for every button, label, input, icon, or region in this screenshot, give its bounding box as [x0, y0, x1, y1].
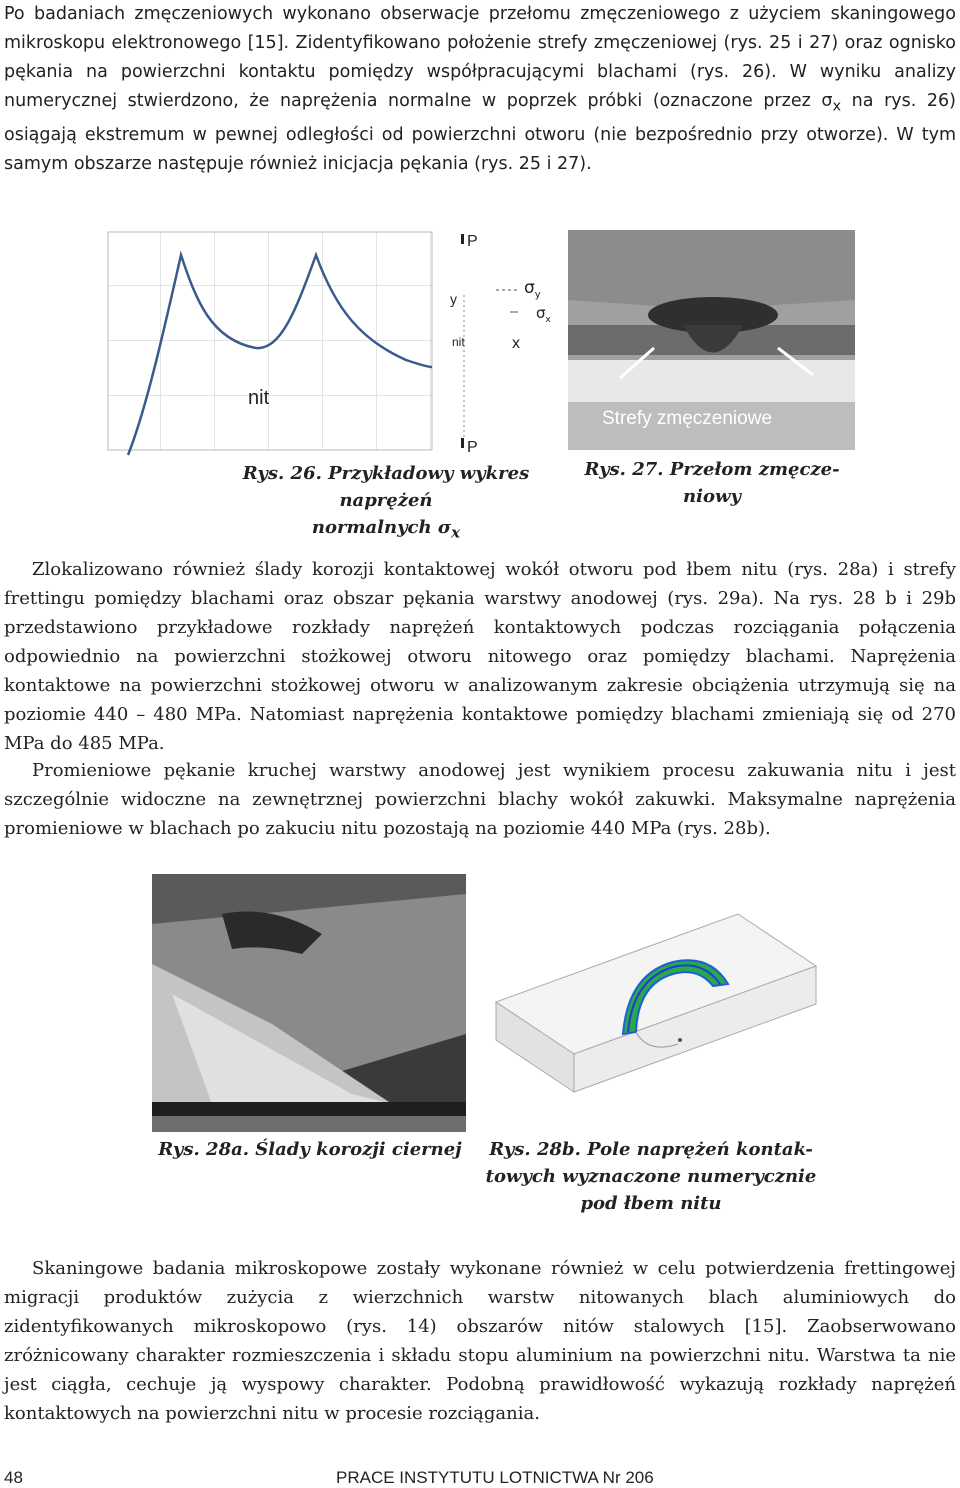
load-label-top: P	[467, 233, 478, 250]
plot-grid	[108, 232, 432, 450]
sigma-y-label: $\sigma_y$	[524, 278, 541, 301]
sem-photo-svg	[152, 874, 466, 1132]
sigma-x-label: $\sigma_x$	[536, 304, 551, 325]
paragraph-intro: Po badaniach zmęczeniowych wykonano obserwacje przełomu zmęczeniowego z użyciem skaningowego mikroskopu elektronowego [15]. Zidentyfikowano położenie strefy zmęczeniowej (rys. 25 i 27) oraz ognisko pękania na powierzchni kontaktu pomiędzy współpracującymi blachami (rys. 26). W wyniku analizy numerycznej stwierdzono, że naprężenia normalne w poprzek próbki (oznaczone przez $\sigma_x$ na rys. 26) osiągają ekstremum w pewnej odległości od powierzchni otworu (nie bezpośrednio przy otworze). W tym samym obszarze następuje również inicjacja pękania (rys. 25 i 27).	[4, 4, 956, 174]
paragraph-radial-cracking: Promieniowe pękanie kruchej warstwy anodowej jest wynikiem procesu zakuwania nitu i jest szczególnie widoczne na zewnętrznej powierzchni blachy wokół zakuwki. Maksymalne naprężenia promieniowe w blachach po zakuciu nitu pozostają na poziomie 440 MPa (rys. 28b).	[4, 760, 956, 839]
load-label-bottom: P	[467, 439, 478, 456]
y-label: y	[450, 291, 457, 307]
journal-footer: PRACE INSTYTUTU LOTNICTWA Nr 206	[336, 1468, 654, 1487]
fracture-photo-svg	[568, 230, 855, 450]
caption-figure-28b: Rys. 28b. Pole naprężeń kontak- towych wyznaczone numerycznie pod łbem nitu	[485, 1139, 817, 1214]
caption-figure-27: Rys. 27. Przełom zmęcze- niowy	[584, 459, 840, 507]
nit-label: nit	[248, 387, 270, 409]
load-arrow-top	[461, 234, 464, 244]
figure-27-fracture-photo	[568, 230, 855, 450]
load-arrow-bottom	[461, 438, 464, 448]
figure-28b-fem-model	[488, 874, 820, 1132]
stress-plot-svg	[106, 230, 524, 456]
caption-figure-28a: Rys. 28a. Ślady korozji ciernej	[158, 1139, 462, 1160]
nit-small-label: nit	[452, 335, 465, 349]
figure-26-stress-plot	[106, 230, 551, 456]
x-label: x	[512, 335, 520, 352]
figure-28a-sem-photo	[152, 874, 466, 1132]
caption-figure-26: Rys. 26. Przykładowy wykres naprężeń normalnych $\sigma_x$	[242, 463, 530, 542]
paragraph-corrosion: Zlokalizowano również ślady korozji kontaktowej wokół otworu pod łbem nitu (rys. 28a) i strefy frettingu pomiędzy blachami oraz obszar pękania warstwy anodowej (rys. 29a). Na rys. 28 b i 29b przedstawiono przykładowe rozkłady naprężeń kontaktowych podczas rozciągania połączenia odpowiednio na powierzchni stożkowej otworu nitowego oraz pomiędzy blachami. Naprężenia kontaktowe na powierzchni stożkowej otworu w analizowanym zakresie obciążenia utrzymują się na poziomie 440 – 480 MPa. Natomiast naprężenia kontaktowe pomiędzy blachami zmieniają się od 270 MPa do 485 MPa.	[4, 559, 956, 754]
fatigue-zone-label: Strefy zmęczeniowe	[602, 408, 773, 429]
page-number: 48	[4, 1468, 23, 1487]
fem-model-svg	[488, 874, 820, 1132]
paragraph-sem-study: Skaningowe badania mikroskopowe zostały wykonane również w celu potwierdzenia frettingowej migracji produktów zużycia z wierzchnich warstw nitowanych blach aluminiowych do zidentyfikowanych mikroskopowo (rys. 14) obszarów nitów stalowych [15]. Zaobserwowano zróżnicowany charakter rozmieszczenia i składu stopu aluminium na powierzchni nitu. Warstwa ta nie jest ciągła, cechuje ją wyspowy charakter. Podobną prawidłowość wykazują rozkłady naprężeń kontaktowych na powierzchni nitu w procesie rozciągania.	[4, 1258, 956, 1424]
